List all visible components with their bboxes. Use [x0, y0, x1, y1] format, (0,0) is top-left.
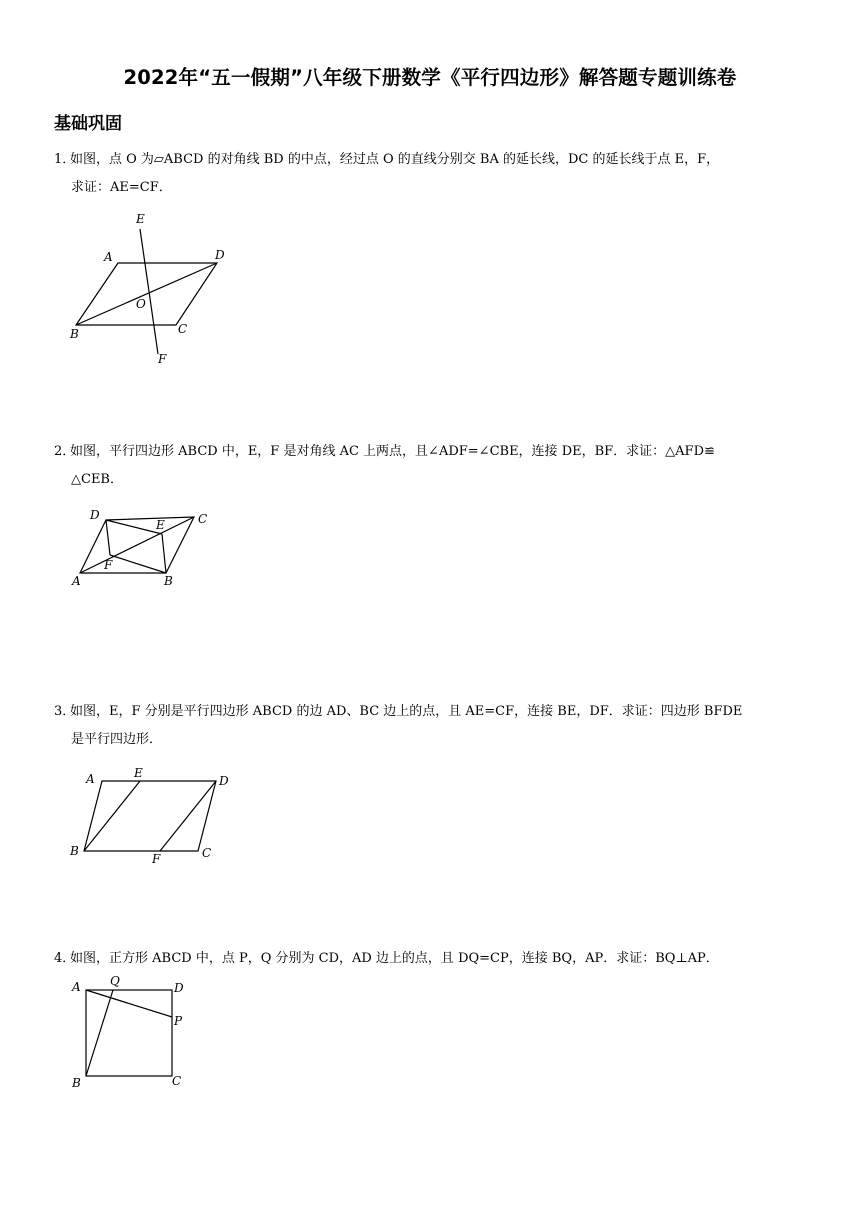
problem-2-line2: △CEB．	[71, 472, 123, 487]
label-a: A	[72, 980, 81, 994]
label-a: A	[86, 772, 95, 786]
figure-3	[64, 763, 244, 873]
problem-2-text: 如图，平行四边形 ABCD 中，E，F 是对角线 AC 上两点，且∠ADF=∠CBE，连接 DE，BF．求证：△AFD≌	[70, 444, 715, 459]
problem-1-line2: 求证：AE=CF．	[71, 180, 172, 195]
label-b: B	[164, 574, 173, 588]
problem-3-line2: 是平行四边形．	[71, 732, 163, 747]
line-ef	[140, 229, 158, 354]
parallelogram-abcd	[84, 781, 216, 851]
label-c: C	[172, 1074, 182, 1088]
problem-1-text: 如图，点 O 为▱ABCD 的对角线 BD 的中点，经过点 O 的直线分别交 BA 的延长线，DC 的延长线于点 E，F，	[70, 152, 720, 167]
problem-4-text: 如图，正方形 ABCD 中，点 P，Q 分别为 CD，AD 边上的点，且 DQ=CP，连接 BQ，AP．求证：BQ⊥AP．	[70, 951, 719, 966]
problem-2-number: 2．	[54, 444, 76, 459]
label-p: P	[174, 1014, 183, 1028]
problem-1-line1	[54, 146, 814, 174]
problem-1	[54, 146, 814, 202]
label-e: E	[136, 212, 145, 226]
label-d: D	[174, 981, 184, 995]
segment-bq	[86, 990, 113, 1076]
problem-3-text: 如图，E，F 分别是平行四边形 ABCD 的边 AD、BC 边上的点，且 AE=CF，连接 BE，DF．求证：四边形 BFDE	[70, 704, 743, 719]
problem-1-number: 1．	[54, 152, 76, 167]
section-title: 基础巩固	[54, 114, 122, 134]
diagonal-ac	[80, 517, 194, 573]
label-a: A	[104, 250, 113, 264]
label-b: B	[72, 1076, 81, 1090]
label-b: B	[70, 844, 79, 858]
label-q: Q	[110, 974, 120, 988]
label-d: D	[90, 508, 100, 522]
page-title: 2022年“五一假期”八年级下册数学《平行四边形》解答题专题训练卷	[123, 66, 737, 89]
label-a: A	[72, 574, 81, 588]
label-d: D	[219, 774, 229, 788]
figure-4	[64, 975, 204, 1095]
segment-be	[162, 534, 166, 573]
problem-4-number: 4．	[54, 951, 76, 966]
segment-bf	[110, 555, 166, 573]
label-f: F	[152, 852, 161, 866]
label-e: E	[156, 518, 165, 532]
label-d: D	[215, 248, 225, 262]
problem-2-line1	[54, 438, 814, 466]
problem-4-line1	[54, 945, 814, 973]
problem-4	[54, 945, 814, 973]
label-c: C	[202, 846, 212, 860]
label-c: C	[178, 322, 188, 336]
problem-2	[54, 438, 814, 494]
segment-de	[106, 520, 162, 534]
label-f: F	[104, 558, 113, 572]
label-f: F	[158, 352, 167, 366]
figure-2	[64, 503, 224, 593]
segment-df	[106, 520, 110, 555]
segment-ap	[86, 990, 172, 1017]
problem-3-line1	[54, 698, 814, 726]
figure-1	[60, 205, 240, 370]
problem-3	[54, 698, 814, 754]
problem-3-number: 3．	[54, 704, 76, 719]
label-c: C	[198, 512, 208, 526]
label-b: B	[70, 327, 79, 341]
label-o: O	[136, 297, 146, 311]
label-e: E	[134, 766, 143, 780]
